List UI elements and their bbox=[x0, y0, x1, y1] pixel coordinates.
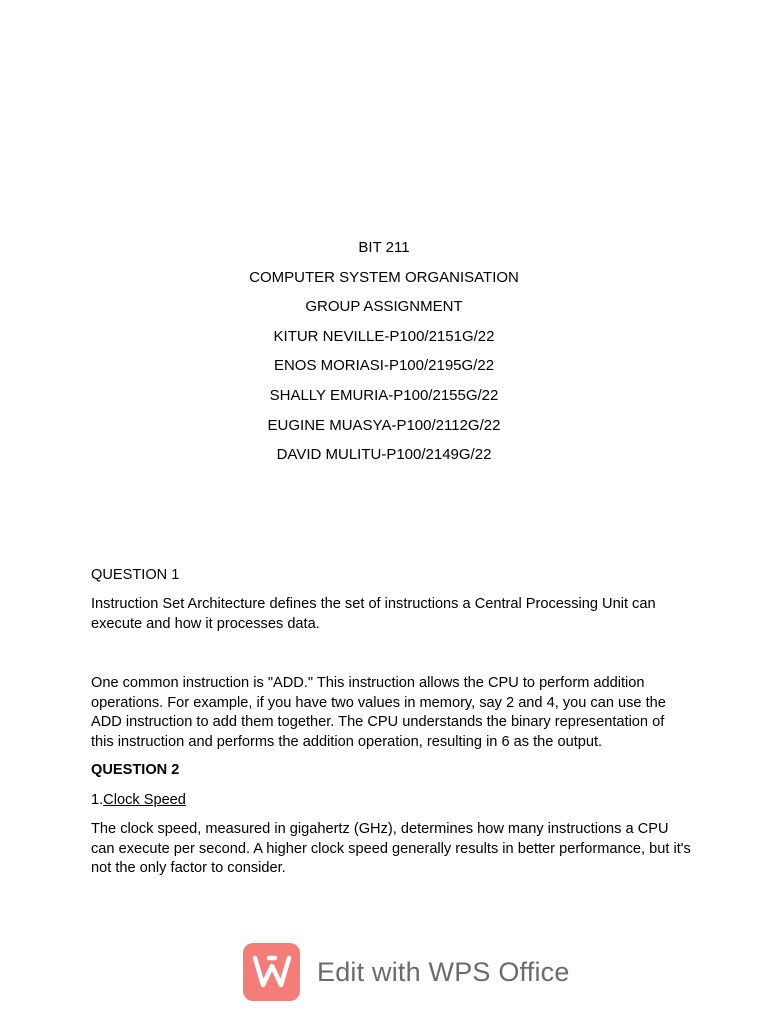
question-1-heading: QUESTION 1 bbox=[91, 567, 180, 583]
member-name: SHALLY EMURIA-P100/2155G/22 bbox=[269, 386, 499, 404]
isa-term: Instruction Set Architecture bbox=[91, 596, 266, 612]
question-1-definition bbox=[91, 595, 691, 634]
edit-with-wps-banner[interactable] bbox=[243, 942, 570, 1002]
isa-definition-text: defines the set of instructions a Central Processing Unit can execute and how it processes data. bbox=[91, 596, 656, 632]
member-name: EUGINE MUASYA-P100/2112G/22 bbox=[267, 416, 501, 434]
course-title: COMPUTER SYSTEM ORGANISATION bbox=[249, 268, 519, 286]
wps-logo-icon bbox=[243, 943, 300, 1001]
question-2-heading: QUESTION 2 bbox=[91, 762, 180, 778]
clock-speed-paragraph: The clock speed, measured in gigahertz (GHz), determines how many instructions a CPU can execute per second. A higher clock speed generally results in better performance, but it's not the only factor to consider. bbox=[91, 821, 691, 876]
member-name: KITUR NEVILLE-P100/2151G/22 bbox=[273, 327, 495, 345]
member-name: ENOS MORIASI-P100/2195G/22 bbox=[273, 357, 495, 375]
wps-w-glyph bbox=[252, 955, 292, 989]
member-name: DAVID MULITU-P100/2149G/22 bbox=[276, 446, 492, 464]
wps-banner-text: Edit with WPS Office bbox=[317, 956, 570, 987]
question-2-item bbox=[91, 791, 691, 811]
cover-block bbox=[0, 238, 768, 475]
assignment-type: GROUP ASSIGNMENT bbox=[305, 298, 463, 316]
course-code: BIT 211 bbox=[358, 239, 410, 256]
item-title: Clock Speed bbox=[103, 792, 186, 808]
question-1-example: One common instruction is "ADD." This instruction allows the CPU to perform addition operations. For example, if you have two values in memory, say 2 and 4, you can use the ADD instruction to add them together. The CPU understands the binary representation of this instruction and performs the addition operation, resulting in 6 as the output. bbox=[91, 675, 666, 750]
item-number: 1. bbox=[91, 792, 104, 808]
